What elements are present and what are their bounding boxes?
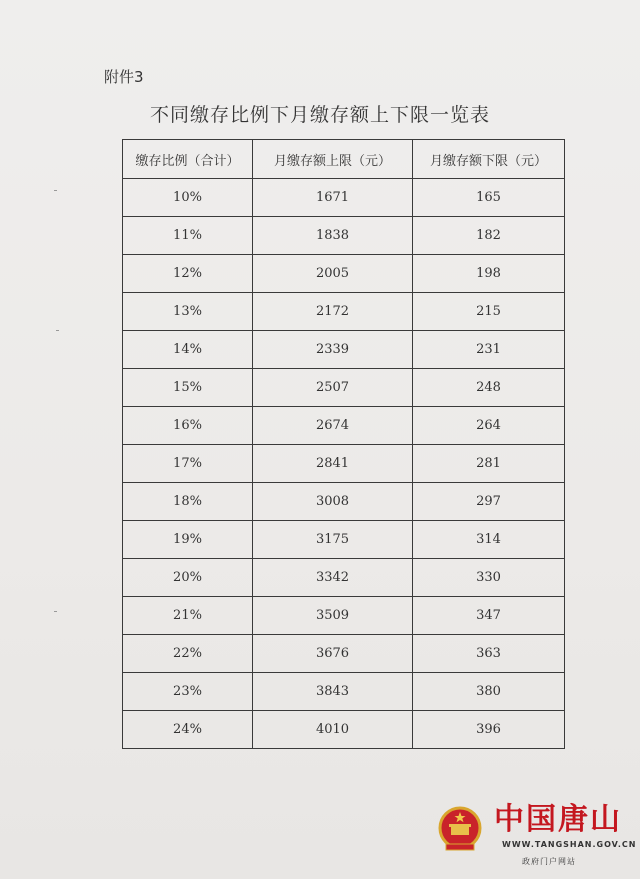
cell-lower-limit: 215 — [413, 293, 565, 331]
table-row — [123, 597, 565, 635]
cell-rate: 19% — [123, 521, 253, 559]
cell-lower-limit: 363 — [413, 635, 565, 673]
attachment-label: 附件3 — [104, 68, 144, 86]
table-row — [123, 217, 565, 255]
cell-rate: 24% — [123, 711, 253, 749]
cell-rate: 20% — [123, 559, 253, 597]
cell-upper-limit: 2674 — [253, 407, 413, 445]
cell-rate: 23% — [123, 673, 253, 711]
header-upper-limit: 月缴存额上限（元） — [253, 140, 413, 179]
table-row — [123, 331, 565, 369]
cell-lower-limit: 248 — [413, 369, 565, 407]
cell-rate: 22% — [123, 635, 253, 673]
brand-subtitle: 政府门户网站 — [522, 857, 576, 866]
scan-speck — [56, 330, 59, 331]
brand-name: 中国唐山 — [494, 802, 622, 837]
cell-rate: 13% — [123, 293, 253, 331]
cell-upper-limit: 1671 — [253, 179, 413, 217]
cell-upper-limit: 2339 — [253, 331, 413, 369]
table-row — [123, 635, 565, 673]
table-row — [123, 711, 565, 749]
cell-lower-limit: 231 — [413, 331, 565, 369]
header-rate: 缴存比例（合计） — [123, 140, 253, 179]
header-lower-limit: 月缴存额下限（元） — [413, 140, 565, 179]
cell-lower-limit: 380 — [413, 673, 565, 711]
document-title: 不同缴存比例下月缴存额上下限一览表 — [149, 104, 490, 126]
brand-url: WWW.TANGSHAN.GOV.CN — [502, 840, 637, 849]
table-row — [123, 673, 565, 711]
table-row — [123, 521, 565, 559]
cell-upper-limit: 4010 — [253, 711, 413, 749]
table-row — [123, 179, 565, 217]
cell-lower-limit: 281 — [413, 445, 565, 483]
cell-upper-limit: 3175 — [253, 521, 413, 559]
cell-rate: 16% — [123, 407, 253, 445]
cell-lower-limit: 347 — [413, 597, 565, 635]
cell-rate: 14% — [123, 331, 253, 369]
cell-lower-limit: 264 — [413, 407, 565, 445]
cell-lower-limit: 198 — [413, 255, 565, 293]
cell-upper-limit: 2005 — [253, 255, 413, 293]
cell-rate: 18% — [123, 483, 253, 521]
cell-rate: 21% — [123, 597, 253, 635]
table-row — [123, 255, 565, 293]
table-row — [123, 369, 565, 407]
cell-upper-limit: 2841 — [253, 445, 413, 483]
scan-speck — [54, 611, 57, 612]
scan-speck — [54, 190, 57, 191]
cell-lower-limit: 182 — [413, 217, 565, 255]
cell-lower-limit: 165 — [413, 179, 565, 217]
site-watermark — [436, 802, 637, 870]
national-emblem-icon — [436, 804, 484, 854]
cell-upper-limit: 3843 — [253, 673, 413, 711]
cell-upper-limit: 2507 — [253, 369, 413, 407]
cell-rate: 12% — [123, 255, 253, 293]
cell-upper-limit: 2172 — [253, 293, 413, 331]
cell-lower-limit: 330 — [413, 559, 565, 597]
cell-upper-limit: 3676 — [253, 635, 413, 673]
cell-lower-limit: 297 — [413, 483, 565, 521]
cell-upper-limit: 3342 — [253, 559, 413, 597]
cell-lower-limit: 314 — [413, 521, 565, 559]
table-row — [123, 483, 565, 521]
cell-rate: 11% — [123, 217, 253, 255]
cell-upper-limit: 3509 — [253, 597, 413, 635]
table-row — [123, 293, 565, 331]
cell-rate: 15% — [123, 369, 253, 407]
cell-rate: 17% — [123, 445, 253, 483]
table-header-row — [123, 140, 565, 179]
table-row — [123, 407, 565, 445]
cell-lower-limit: 396 — [413, 711, 565, 749]
cell-upper-limit: 3008 — [253, 483, 413, 521]
table-row — [123, 559, 565, 597]
table-row — [123, 445, 565, 483]
rate-limits-table — [122, 139, 565, 749]
cell-rate: 10% — [123, 179, 253, 217]
cell-upper-limit: 1838 — [253, 217, 413, 255]
